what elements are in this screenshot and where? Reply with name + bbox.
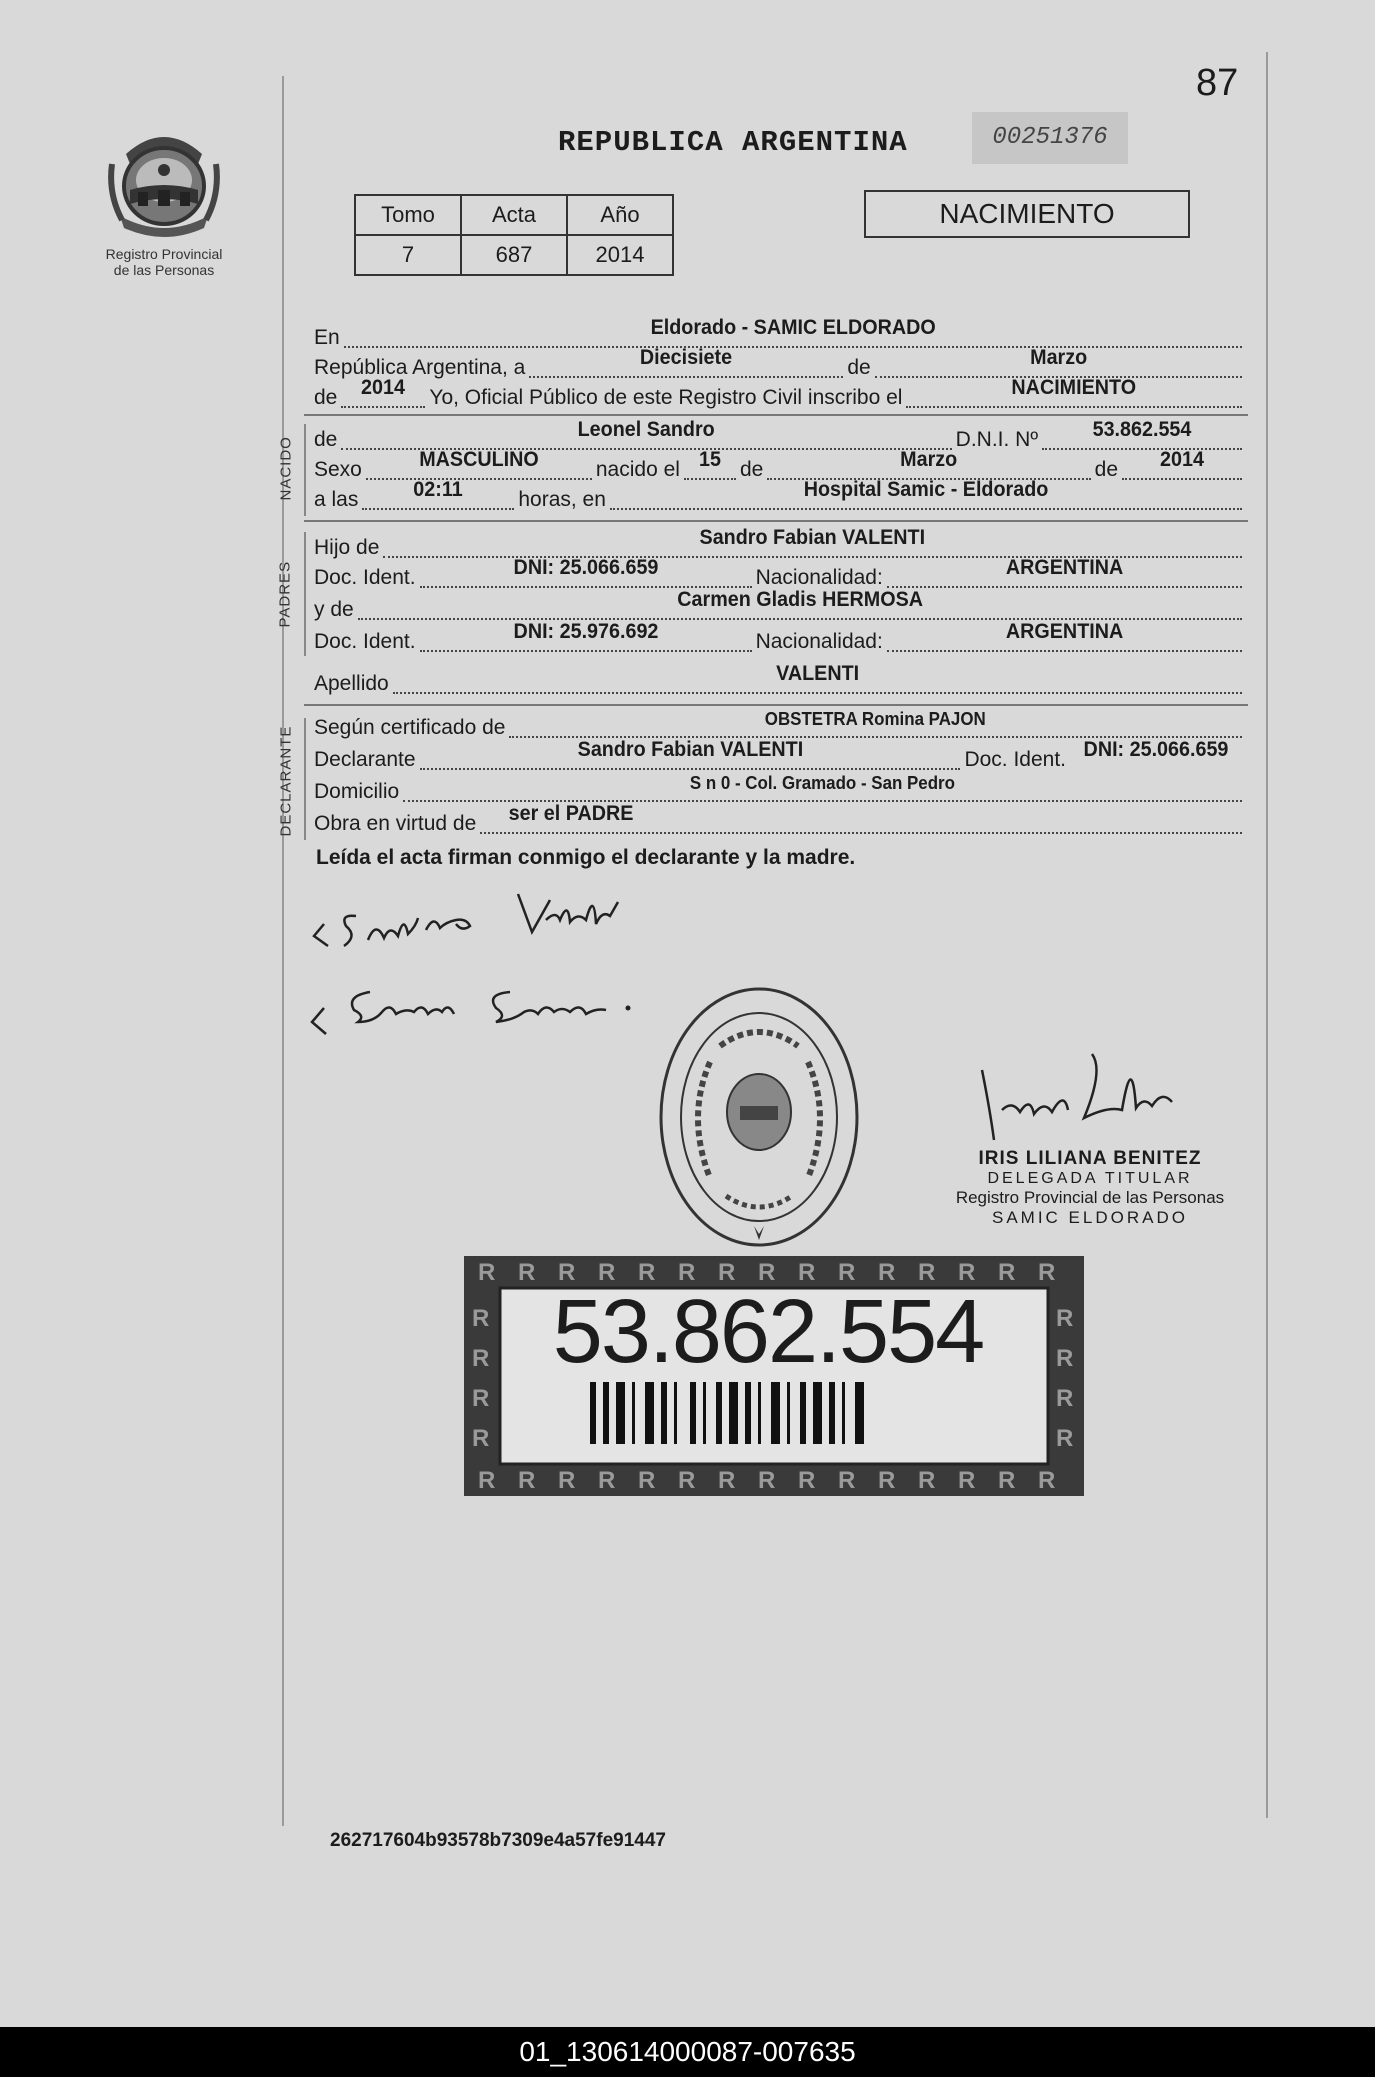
de-label: de [314,428,338,451]
birth-month-field [767,448,1090,480]
surname-value: VALENTI [775,662,859,685]
declarant-doc-value: DNI: 25.066.659 [1083,738,1229,761]
register-value: 7 [355,235,461,275]
document-hash: 262717604b93578b7309e4a57fe91447 [330,1830,666,1851]
yde-label: y de [314,598,354,621]
label-pattern-letter: R [1056,1425,1074,1452]
logo-caption-1: Registro Provincial [105,246,223,262]
republica-label: República Argentina, a [314,356,526,379]
right-margin-line [1266,52,1268,1818]
label-pattern-letter: R [472,1305,490,1332]
father-doc-field [420,556,752,588]
country-title: REPUBLICA ARGENTINA [558,126,908,159]
section-divider [304,520,1248,522]
day-value: Diecisiete [640,346,733,369]
declarant-field [420,738,961,770]
doc-label: Doc. Ident. [314,566,416,589]
sexo-label: Sexo [314,458,362,481]
label-pattern-letter: R [478,1259,496,1286]
barcode-bar [813,1382,822,1444]
barcode-bar [645,1382,654,1444]
capacity-value: ser el PADRE [508,802,634,825]
nacido-el-label: nacido el [595,458,680,481]
section-divider [304,414,1248,416]
label-pattern-letter: R [718,1259,736,1286]
serial-number: 00251376 [972,112,1128,164]
id-number: 53.862.554 [552,1282,984,1382]
birth-day-field [684,448,736,480]
barcode-bar [842,1382,845,1444]
day-field [529,346,843,378]
padres-line-4 [314,620,1246,656]
barcode-bar [771,1382,780,1444]
father-nat-value: ARGENTINA [1005,556,1124,579]
act-type-field [906,376,1242,408]
label-pattern-letter: R [638,1467,656,1494]
label-pattern-letter: R [838,1259,856,1286]
mother-field [358,588,1242,620]
dni-label: D.N.I. Nº [955,428,1038,451]
name-field [341,418,951,450]
barcode-bar [729,1382,738,1444]
id-label [464,1256,1084,1496]
place-value: Eldorado - SAMIC ELDORADO [650,316,936,339]
label-pattern-letter: R [1056,1345,1074,1372]
label-pattern-letter: R [598,1259,616,1286]
label-pattern-letter: R [558,1467,576,1494]
apellido-label: Apellido [314,672,389,695]
year-field [341,376,425,408]
birth-place-field [610,478,1242,510]
section-bar [304,424,306,516]
declarant-doc-field [1070,738,1242,770]
cert-label: Según certificado de [314,716,506,739]
barcode-bar [787,1382,790,1444]
label-pattern-letter: R [998,1467,1016,1494]
birth-place-value: Hospital Samic - Eldorado [803,478,1049,501]
section-bar [304,718,306,840]
child-dni-value: 53.862.554 [1092,418,1192,441]
barcode-bar [590,1382,596,1444]
label-pattern-letter: R [878,1259,896,1286]
official-role: DELEGADA TITULAR [987,1170,1193,1187]
mother-doc-value: DNI: 25.976.692 [513,620,658,643]
birth-year-value: 2014 [1160,448,1204,471]
nacido-line-3 [314,478,1246,514]
declarant-name-value: Sandro Fabian VALENTI [577,738,803,761]
inscribo-label: Yo, Oficial Público de este Registro Civil inscribo el [429,386,903,409]
capacity-field [480,802,1242,834]
barcode-bar [800,1382,806,1444]
label-pattern-letter: R [1038,1259,1056,1286]
horas-label: horas, en [518,488,606,511]
official-office: Registro Provincial de las Personas [955,1188,1225,1207]
barcode-bar [855,1382,864,1444]
nacido-section-label: NACIDO [277,436,295,501]
apellido-line [314,662,1246,698]
sex-field [366,448,592,480]
barcode-bar [674,1382,677,1444]
label-pattern-letter: R [1056,1305,1074,1332]
de-label: de [847,356,871,379]
label-pattern-letter: R [638,1259,656,1286]
label-pattern-letter: R [918,1467,936,1494]
label-pattern-letter: R [1056,1385,1074,1412]
label-pattern-letter: R [472,1425,490,1452]
nationality-label: Nacionalidad: [755,630,883,653]
time-field [362,478,514,510]
mother-signature [310,972,690,1052]
mother-name-value: Carmen Gladis HERMOSA [676,588,923,611]
barcode-bar [616,1382,625,1444]
label-pattern-letter: R [838,1467,856,1494]
de-label: de [739,458,764,481]
label-pattern-letter: R [798,1467,816,1494]
label-pattern-letter: R [758,1467,776,1494]
mother-doc-field [420,620,752,652]
label-pattern-letter: R [798,1259,816,1286]
label-pattern-letter: R [518,1259,536,1286]
logo-caption-2: de las Personas [113,262,215,278]
nationality-label: Nacionalidad: [755,566,883,589]
official-branch: SAMIC ELDORADO [992,1208,1188,1227]
birth-day-value: 15 [698,448,721,471]
misiones-seal-icon [108,124,220,240]
declarante-section-label: DECLARANTE [277,725,295,837]
father-name-value: Sandro Fabian VALENTI [699,526,926,549]
cert-field [509,706,1242,738]
label-pattern-letter: R [472,1385,490,1412]
register-header-row [355,195,673,235]
declarante-line-4 [314,802,1246,838]
label-pattern-letter: R [472,1345,490,1372]
mother-nat-field [887,620,1242,652]
cert-value: OBSTETRA Romina PAJON [765,709,987,729]
register-header: Año [567,195,673,235]
de-label: de [314,386,338,409]
place-field [344,316,1242,348]
label-pattern-letter: R [718,1467,736,1494]
dni-field [1042,418,1242,450]
register-value: 2014 [567,235,673,275]
sex-value: MASCULINO [419,448,539,471]
registry-stamp [656,982,862,1252]
label-pattern-letter: R [598,1467,616,1494]
doc-label: Doc. Ident. [964,748,1066,771]
surname-field [393,662,1242,694]
file-id-footer: 01_130614000087-007635 [0,2027,1375,2077]
obra-label: Obra en virtud de [314,812,477,835]
birth-month-value: Marzo [900,448,958,471]
declarant-signature [306,880,646,960]
label-pattern-letter: R [678,1259,696,1286]
official-name: IRIS LILIANA BENITEZ [978,1148,1202,1169]
act-type-box: NACIMIENTO [864,190,1190,238]
barcode-bar [603,1382,609,1444]
register-table [354,194,674,276]
register-header: Tomo [355,195,461,235]
register-header: Acta [461,195,567,235]
child-name-value: Leonel Sandro [577,418,716,441]
official-block [940,1148,1240,1228]
barcode-bar [745,1382,751,1444]
en-label: En [314,326,340,349]
barcode-bar [632,1382,635,1444]
official-signature [972,1040,1182,1150]
declarante-label: Declarante [314,748,416,771]
closing-statement: Leída el acta firman conmigo el declarante y la madre. [316,846,856,869]
month-value: Marzo [1029,346,1087,369]
province-logo [104,124,224,278]
father-nat-field [887,556,1242,588]
father-doc-value: DNI: 25.066.659 [513,556,658,579]
label-pattern-letter: R [918,1259,936,1286]
page-number: 87 [1196,62,1239,104]
register-value: 687 [461,235,567,275]
label-pattern-letter: R [878,1467,896,1494]
month-field [875,346,1242,378]
time-value: 02:11 [413,478,464,501]
label-pattern-letter: R [558,1259,576,1286]
doc-label: Doc. Ident. [314,630,416,653]
label-pattern-letter: R [958,1259,976,1286]
label-pattern-letter: R [1038,1467,1056,1494]
register-value-row [355,235,673,275]
address-value: S n 0 - Col. Gramado - San Pedro [690,773,956,793]
padres-section-label: PADRES [276,560,294,628]
section-bar [304,532,306,656]
intro-line-3 [314,376,1246,412]
domicilio-label: Domicilio [314,780,400,803]
label-pattern-letter: R [518,1467,536,1494]
father-field [383,526,1242,558]
barcode-bar [703,1382,706,1444]
mother-nat-value: ARGENTINA [1005,620,1124,643]
act-type-value: NACIMIENTO [1011,376,1137,399]
left-margin-line [282,76,284,1826]
address-field [403,770,1242,802]
label-pattern-letter: R [678,1467,696,1494]
alas-label: a las [314,488,359,511]
barcode-bar [716,1382,722,1444]
barcode-bar [661,1382,667,1444]
label-pattern-letter: R [478,1467,496,1494]
barcode-bar [758,1382,761,1444]
birth-year-field [1122,448,1242,480]
year-value: 2014 [361,376,406,399]
hijo-label: Hijo de [314,536,380,559]
de-label: de [1094,458,1118,481]
barcode-bar [690,1382,696,1444]
label-pattern-letter: R [758,1259,776,1286]
barcode-bar [829,1382,835,1444]
label-pattern-letter: R [958,1467,976,1494]
label-pattern-letter: R [998,1259,1016,1286]
